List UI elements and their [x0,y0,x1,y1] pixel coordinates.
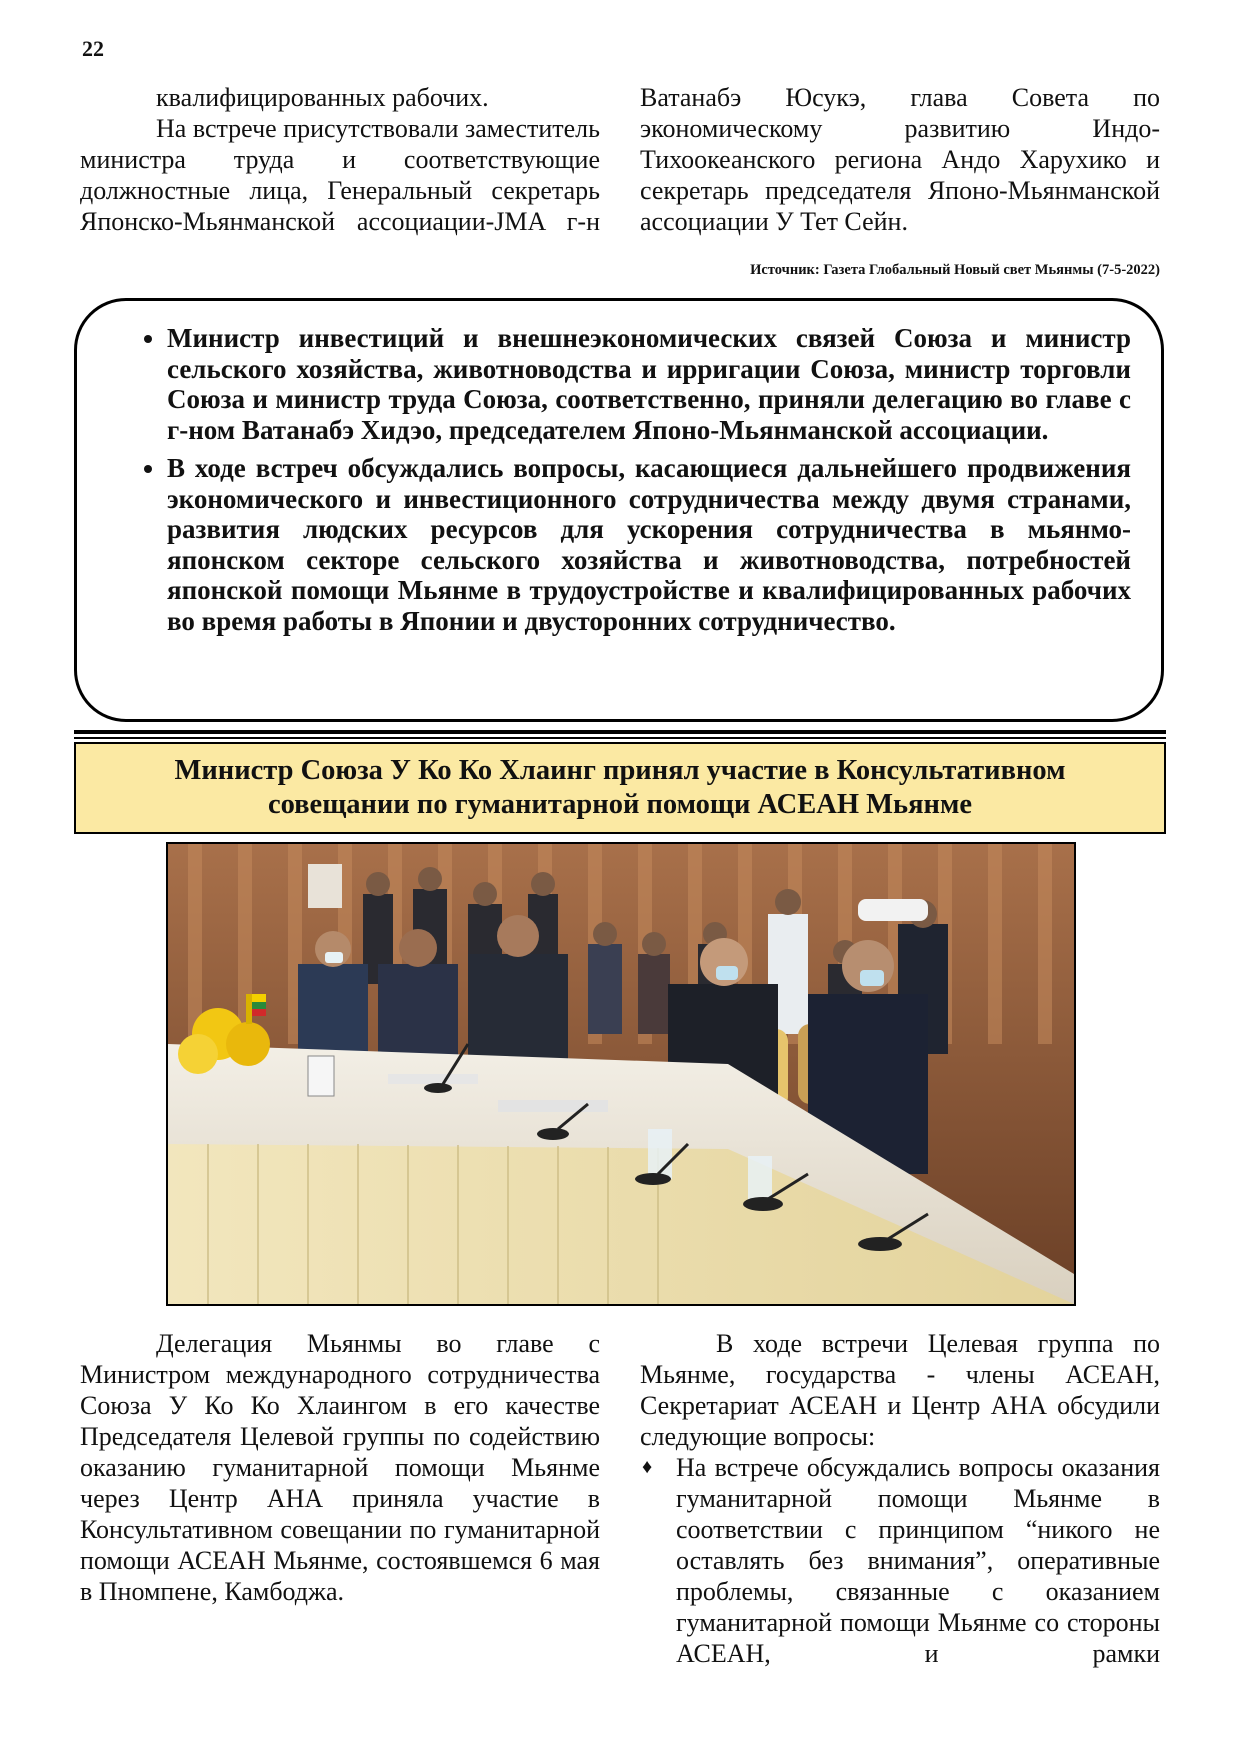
discussion-item [640,1452,1160,1669]
paragraph-ending: квалифицированных рабочих. [156,83,489,112]
paragraph-attendees: На встрече присутствовали заместитель министра труда и соответствующие должностные лица, Генеральный секретарь Японско-Мьянманской ассоциации-JMA г-н [80,114,600,236]
summary-list [107,323,1131,636]
article-headline [74,742,1166,834]
section-divider-thin [74,737,1166,739]
top-article-left-column [80,82,600,237]
meeting-photo-illustration [168,844,1074,1304]
paragraph-attendees-continued: Ватанабэ Юсукэ, глава Совета по экономическому развитию Индо-Тихоокеанского региона Андо Харухико и секретарь председателя Японо-Мьянманской ассоциации У Тет Сейн. [640,83,1160,236]
diamond-bullet-icon: ♦ [642,1456,653,1478]
summary-item: • В ходе встреч обсуждались вопросы, касающиеся дальнейшего продвижения экономического и инвестиционного сотрудничества между двумя странами, развития людских ресурсов для ускорения сотрудничества в мьянмо-японском секторе сельского хозяйства и животноводства, потребностей японской помощи Мьянме в трудоустройстве и квалифицированных рабочих во время работы в Японии и двусторонних сотрудничество. [167,453,1131,636]
article-right-column [640,1328,1160,1669]
discussion-item-text: На встрече обсуждались вопросы оказания гуманитарной помощи Мьянме в соответствии с принципом “никого не оставлять без внимания”, оперативные проблемы, связанные с оказанием гуманитарной помощи Мьянме со стороны АСЕАН, и рамки [676,1453,1160,1668]
summary-item: • Министр инвестиций и внешнеэкономических связей Союза и министр сельского хозяйства, животноводства и ирригации Союза, министр торговли Союза и министр труда Союза, соответственно, приняли делегацию во главе с г-ном Ватанабэ Хидэо, председателем Японо-Мьянманской ассоциации. [167,323,1131,445]
article-left-column [80,1328,600,1607]
paragraph-discussion-intro: В ходе встречи Целевая группа по Мьянме, государства - члены АСЕАН, Секретариат АСЕАН и Центр АНА обсудили следующие вопросы: [640,1329,1160,1451]
section-divider [74,730,1166,734]
headline-text: Министр Союза У Ко Ко Хлаинг принял участие в Консультативном совещании по гуманитарной помощи АСЕАН Мьянме [174,755,1066,820]
paragraph-delegation: Делегация Мьянмы во главе с Министром международного сотрудничества Союза У Ко Ко Хлаингом в его качестве Председателя Целевой группы по содействию оказанию гуманитарной помощи Мьянме через Центр АНА приняла участие в Консультативном совещании по гуманитарной помощи АСЕАН Мьянме, состоявшемся 6 мая в Пномпене, Камбоджа. [80,1329,600,1606]
summary-box [74,298,1164,722]
top-article-right-column [640,82,1160,237]
meeting-photo [166,842,1076,1306]
discussion-list [640,1452,1160,1669]
page-number: 22 [82,36,104,61]
source-citation: Источник: Газета Глобальный Новый свет Мьянмы (7-5-2022) [750,262,1160,278]
